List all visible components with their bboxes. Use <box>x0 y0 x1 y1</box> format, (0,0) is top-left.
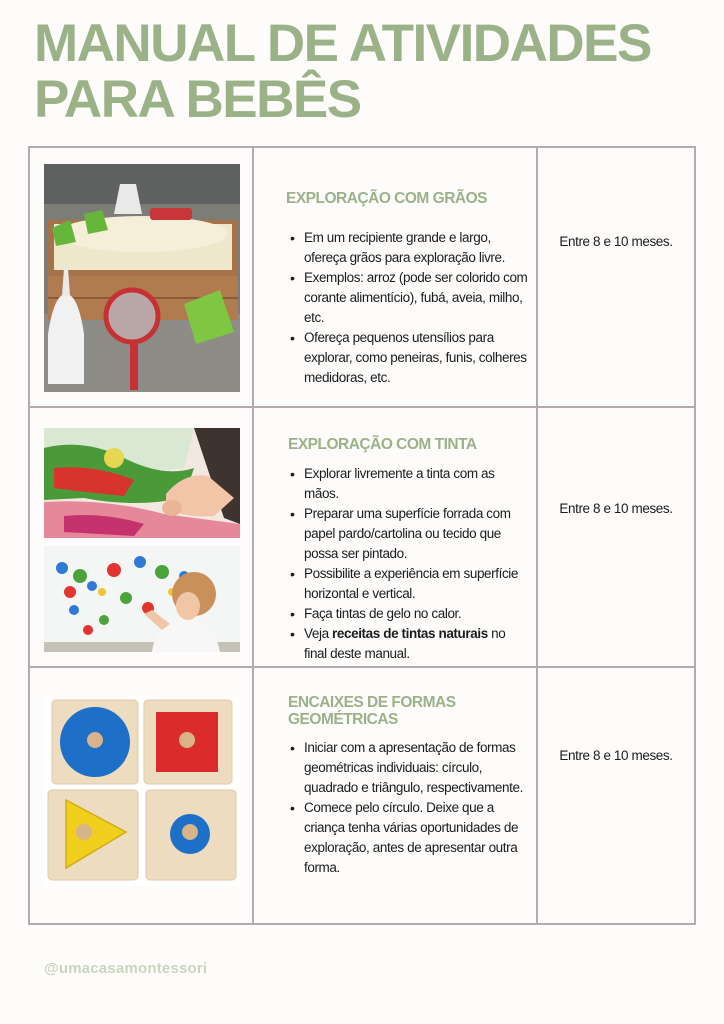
list-item: • Explorar livremente a tinta com as mãos. <box>288 464 528 504</box>
age-range: Entre 8 e 10 meses. <box>559 748 673 763</box>
activity-items-list <box>288 738 528 878</box>
activity-age-cell <box>538 668 694 923</box>
activity-image-cell <box>30 668 254 923</box>
activity-heading: EXPLORAÇÃO COM TINTA <box>288 436 477 453</box>
list-item: • Iniciar com a apresentação de formas geométricas individuais: círculo, quadrado e triângulo, respectivamente. <box>288 738 528 798</box>
activity-row-shapes <box>30 668 694 923</box>
title-line-2: PARA BEBÊS <box>34 70 361 129</box>
activity-items-list <box>288 228 528 388</box>
shape-puzzles-photo <box>44 696 240 886</box>
list-item: • Comece pelo círculo. Deixe que a criança tenha várias oportunidades de exploração, antes de apresentar outra forma. <box>288 798 528 878</box>
activity-description-cell <box>254 408 538 666</box>
activity-image-cell <box>30 408 254 666</box>
list-item: • Exemplos: arroz (pode ser colorido com corante alimentício), fubá, aveia, milho, etc. <box>288 268 528 328</box>
activity-heading: EXPLORAÇÃO COM GRÃOS <box>286 190 487 207</box>
activity-age-cell <box>538 408 694 666</box>
activity-heading: ENCAIXES DE FORMAS GEOMÉTRICAS <box>288 694 456 728</box>
list-item: • Possibilite a experiência em superfície horizontal e vertical. <box>288 564 528 604</box>
list-item: • Em um recipiente grande e largo, ofereça grãos para exploração livre. <box>288 228 528 268</box>
page-title <box>34 16 714 128</box>
activity-age-cell <box>538 148 694 406</box>
age-range: Entre 8 e 10 meses. <box>559 234 673 249</box>
list-item: • Faça tintas de gelo no calor. <box>288 604 528 624</box>
list-item-prefix: Veja <box>304 626 333 641</box>
social-handle: @umacasamontessori <box>44 960 208 977</box>
activities-table <box>28 146 696 925</box>
activity-items-list <box>288 464 528 664</box>
activity-description-cell <box>254 148 538 406</box>
activity-row-paint <box>30 408 694 668</box>
activity-description-cell <box>254 668 538 923</box>
paint-photo-vertical <box>44 546 240 652</box>
grains-photo <box>44 164 240 392</box>
activity-image-cell <box>30 148 254 406</box>
list-item <box>288 624 528 664</box>
list-item-emphasis: receitas de tintas naturais <box>332 626 488 641</box>
list-item: • Ofereça pequenos utensílios para explorar, como peneiras, funis, colheres medidoras, etc. <box>288 328 528 388</box>
list-item-suffix: no final deste manual. <box>304 626 506 661</box>
paint-photo-horizontal <box>44 428 240 538</box>
age-range: Entre 8 e 10 meses. <box>559 501 673 516</box>
title-line-1: MANUAL DE ATIVIDADES <box>34 14 651 73</box>
list-item: • Preparar uma superfície forrada com papel pardo/cartolina ou tecido que possa ser pintado. <box>288 504 528 564</box>
activity-row-grains <box>30 148 694 408</box>
